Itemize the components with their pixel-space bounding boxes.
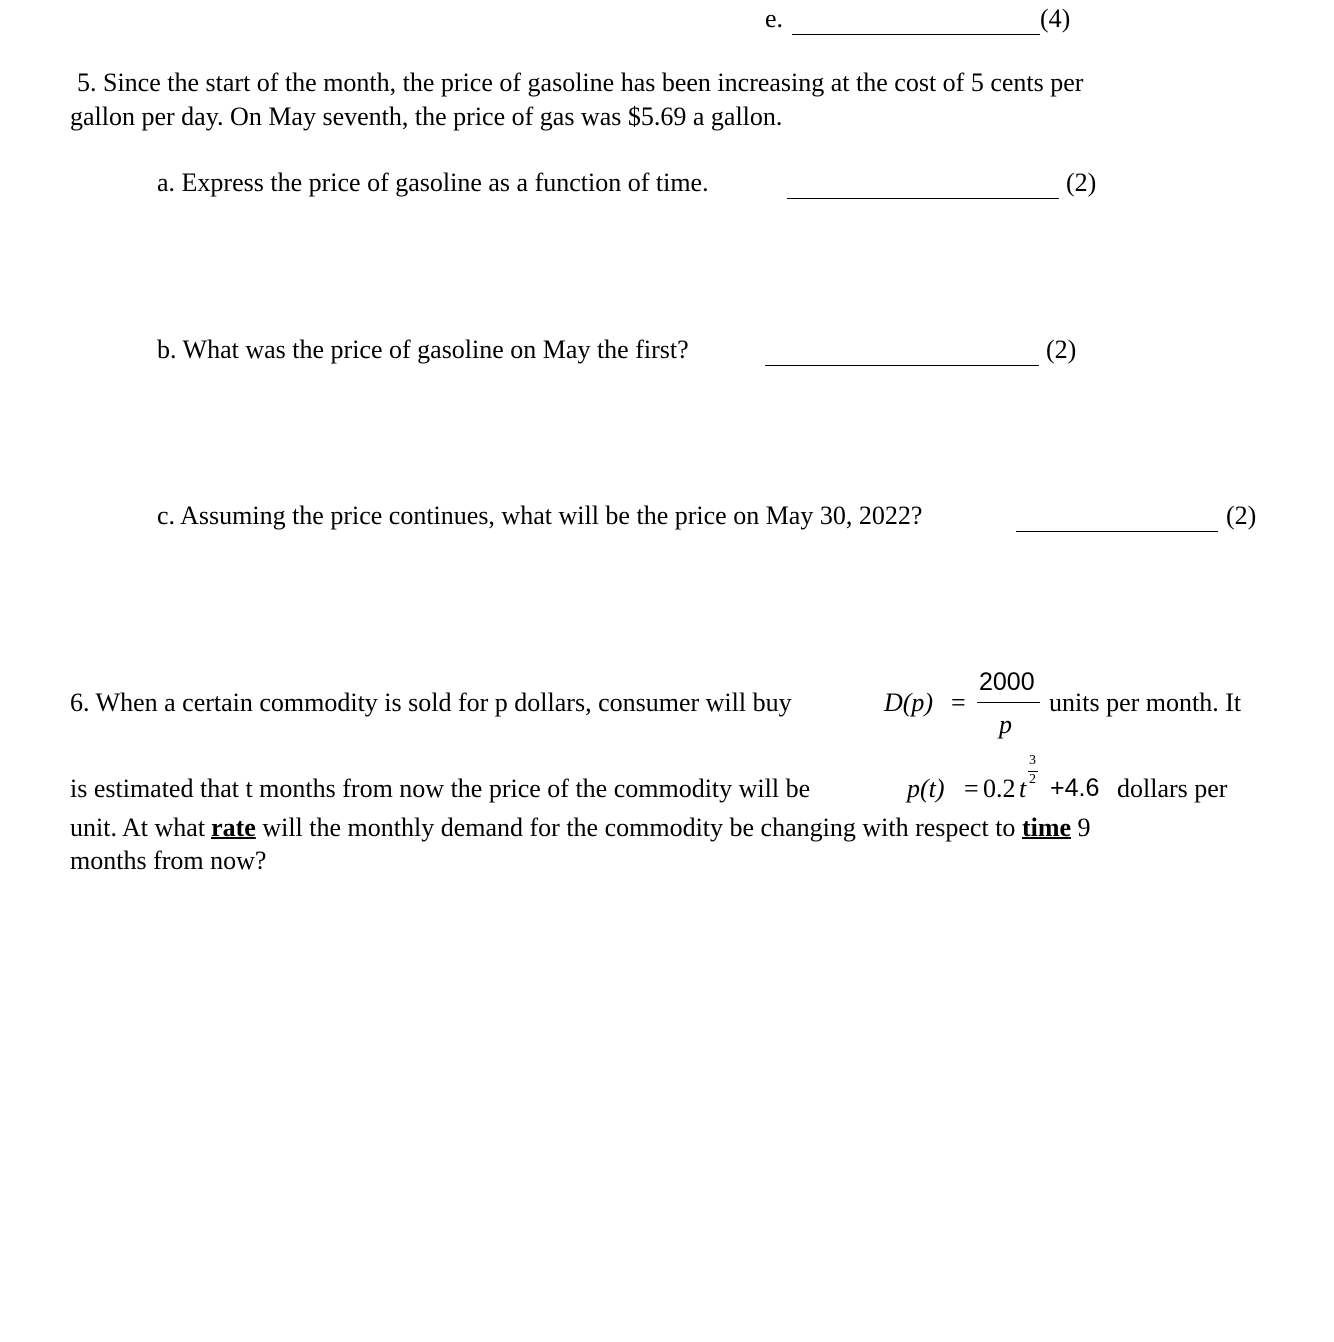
q6-demand-denominator: p: [999, 710, 1012, 739]
part-e-answer-line[interactable]: [792, 34, 1040, 35]
q6-text-line3-post: 9: [1077, 813, 1091, 842]
q5a-points: (2): [1066, 168, 1097, 197]
q6-price-constant: +4.6: [1050, 774, 1100, 802]
q6-price-lhs: p(t): [907, 774, 945, 803]
q5-text-line2: gallon per day. On May seventh, the price of gas was $5.69 a gallon.: [70, 102, 783, 131]
q6-text-line3-mid: will the monthly demand for the commodity be changing with respect to: [262, 813, 1016, 842]
q6-text-line2-post: dollars per: [1117, 774, 1228, 803]
q6-time-word: [1022, 813, 1071, 842]
q5c-text: c. Assuming the price continues, what will be the price on May 30, 2022?: [157, 501, 923, 530]
q6-demand-equals: =: [951, 688, 966, 717]
q6-demand-fraction-bar: [977, 702, 1040, 703]
q6-text-line1-post: units per month. It: [1049, 688, 1242, 717]
q6-price-equals: =: [964, 774, 979, 803]
q5-text-line1: 5. Since the start of the month, the price of gasoline has been increasing at the cost of 5 cents per: [77, 68, 1084, 97]
q5a-answer-line[interactable]: [787, 198, 1059, 199]
q6-text-line4: months from now?: [70, 846, 267, 875]
q6-price-variable: t: [1019, 774, 1027, 803]
q6-rate-word: [205, 813, 256, 842]
q6-exponent-numerator: 3: [1029, 753, 1036, 768]
q5b-points: (2): [1046, 335, 1077, 364]
q6-demand-lhs: D(p): [884, 688, 934, 717]
q6-text-line1-pre: 6. When a certain commodity is sold for p dollars, consumer will buy: [70, 688, 792, 717]
q6-rate-word-text: rate: [211, 813, 256, 842]
q6-text-line3: [70, 815, 1091, 841]
q5b-answer-line[interactable]: [765, 365, 1039, 366]
q5b-text: b. What was the price of gasoline on May the first?: [157, 335, 689, 364]
part-e-points: (4): [1040, 4, 1071, 33]
q6-text-line3-pre: unit. At what: [70, 813, 206, 842]
q5c-points: (2): [1226, 501, 1257, 530]
q6-text-line2-pre: is estimated that t months from now the price of the commodity will be: [70, 774, 811, 803]
q5a-text: a. Express the price of gasoline as a function of time.: [157, 168, 709, 197]
q6-demand-numerator: 2000: [979, 668, 1035, 696]
q6-exponent-denominator: 2: [1029, 772, 1036, 787]
q6-price-coefficient: 0.2: [983, 774, 1016, 803]
q5c-answer-line[interactable]: [1016, 531, 1218, 532]
part-e-label: e.: [765, 4, 784, 33]
q6-time-word-text: time: [1021, 813, 1072, 842]
